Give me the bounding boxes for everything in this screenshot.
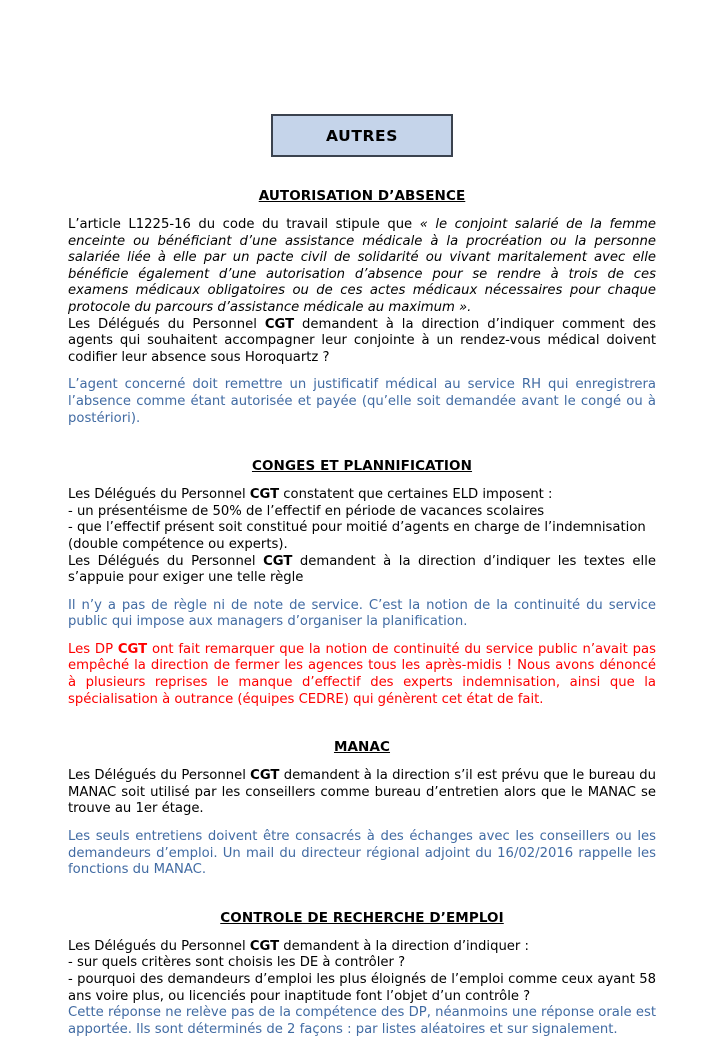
spacer [68, 879, 656, 910]
spacer [68, 755, 656, 768]
spacer [68, 708, 656, 739]
spacer [68, 366, 656, 377]
spacer [68, 818, 656, 829]
list-item: - pourquoi des demandeurs d’emploi les plus éloignés de l’emploi comme ceux ayant 58 ans voire plus, ou licenciés pour inaptitude font l’objet d’un contrôle ? [68, 972, 656, 1004]
remark-prefix: Les DP [68, 641, 118, 657]
union-label-cgt: CGT [264, 316, 295, 332]
banner-autres [271, 114, 453, 157]
quote-lead: L’article L1225-16 du code du travail stipule que [68, 217, 420, 232]
spacer [68, 474, 656, 487]
section-heading-manac: MANAC [333, 739, 391, 756]
banner-label: AUTRES [326, 126, 398, 145]
spacer [68, 631, 656, 642]
banner-container [68, 0, 656, 157]
paragraph-intro-controle [68, 939, 656, 956]
paragraph-answer-controle: Cette réponse ne relève pas de la compétence des DP, néanmoins une réponse orale est apportée. Ils sont déterminés de 2 façons : par listes aléatoires et sur signalement. [68, 1005, 656, 1037]
paragraph-remark-conges [68, 642, 656, 708]
list-item: - que l’effectif présent soit constitué pour moitié d’agents en charge de l’indemnisation (double compétence ou experts). [68, 520, 646, 552]
question-prefix: Les Délégués du Personnel [68, 768, 251, 784]
union-label-cgt: CGT [263, 553, 293, 569]
list-item: - sur quels critères sont choisis les DE à contrôler ? [68, 955, 406, 971]
list-item: - un présentéisme de 50% de l’effectif en période de vacances scolaires [68, 503, 545, 519]
question-prefix: Les Délégués du Personnel [68, 553, 264, 569]
union-label-cgt: CGT [117, 641, 148, 657]
paragraph-question-conges [68, 554, 656, 587]
section-heading-autorisation-absence: AUTORISATION D’ABSENCE [258, 188, 466, 204]
paragraph-intro-conges [68, 487, 656, 504]
intro-prefix: Les Délégués du Personnel [68, 487, 250, 503]
spacer [68, 427, 656, 458]
question-suffix: demandent à la direction d’indiquer les textes elle s’appuie pour exiger une telle règle [68, 553, 656, 586]
union-label-cgt: CGT [250, 768, 280, 784]
quote-italic-text: « le conjoint salarié de la femme enceinte ou bénéficiant d’une assistance médicale à la procréation ou la personne salariée liée à elle par un pacte civil de solidarité ou vivant maritalement avec elle bénéficie également d’une autorisation d’absence pour se rendre à trois de ces examens médicaux obligatoires ou de ces actes médicaux nécessaires pour chaque protocole du parcours d’assistance médicale au maximum ». [68, 217, 657, 315]
union-label-cgt: CGT [249, 938, 280, 954]
section-heading-conges-plannification: CONGES ET PLANNIFICATION [251, 458, 473, 475]
paragraph-answer-conges: Il n’y a pas de règle ni de note de service. C’est la notion de la continuité du service public qui impose aux managers d’organiser la planification. [68, 597, 656, 630]
paragraph-answer-manac: Les seuls entretiens doivent être consacrés à des échanges avec les conseillers ou les demandeurs d’emploi. Un mail du directeur régional adjoint du 16/02/2016 rappelle les fonctions du MANAC. [68, 829, 656, 878]
spacer [68, 204, 656, 217]
question-prefix: Les Délégués du Personnel [68, 316, 265, 332]
intro-suffix: constatent que certaines ELD imposent : [279, 487, 553, 503]
section-heading-controle-recherche-emploi: CONTROLE DE RECHERCHE D’EMPLOI [220, 909, 504, 926]
remark-suffix: ont fait remarquer que la notion de continuité du service public n’avait pas empêché la direction de fermer les agences tous les après-midis ! Nous avons dénoncé à plusieurs reprises le manque d’effectif des experts indemnisation, ainsi que la spécialisation à outrance (équipes CEDRE) qui génèrent cet état de fait. [68, 641, 656, 707]
question-suffix: demandent à la direction s’il est prévu que le bureau du MANAC soit utilisé par les conseillers comme bureau d’entretien alors que le MANAC se trouve au 1er étage. [68, 768, 656, 817]
intro-suffix: demandent à la direction d’indiquer : [279, 938, 529, 954]
union-label-cgt: CGT [249, 487, 280, 503]
spacer [68, 926, 656, 939]
paragraph-legal-quote [68, 217, 656, 317]
paragraph-answer-autorisation: L’agent concerné doit remettre un justificatif médical au service RH qui enregistrera l’absence comme étant autorisée et payée (qu’elle soit demandée avant le congé ou à postériori). [68, 377, 656, 426]
question-suffix: demandent à la direction d’indiquer comment des agents qui souhaitent accompagner leur conjointe à un rendez-vous médical doivent codifier leur absence sous Horoquartz ? [68, 316, 656, 365]
intro-prefix: Les Délégués du Personnel [68, 938, 250, 954]
paragraph-question-autorisation [68, 317, 656, 367]
spacer [68, 157, 656, 188]
spacer [68, 587, 656, 598]
paragraph-question-manac [68, 768, 656, 818]
